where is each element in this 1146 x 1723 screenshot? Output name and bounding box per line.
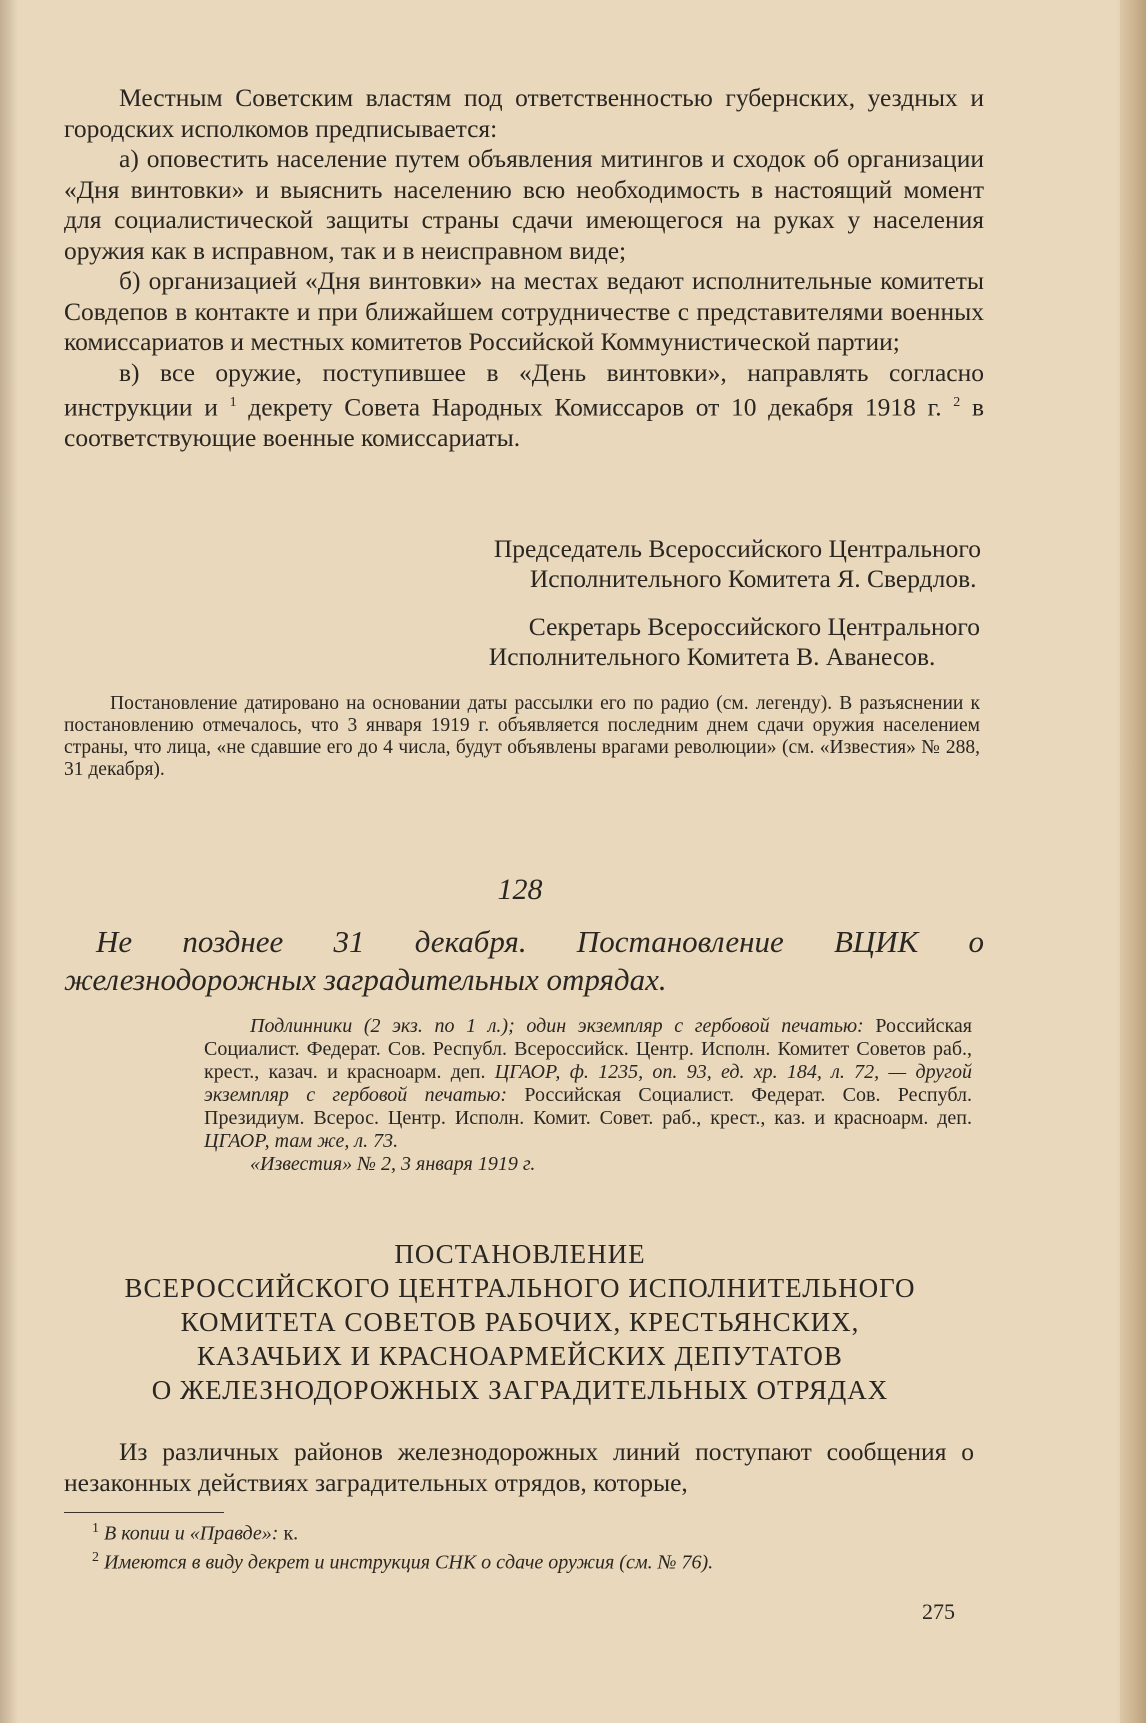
editorial-note: [64, 693, 980, 781]
sources-paragraph: [204, 1015, 972, 1153]
footnote-rule: [64, 1512, 224, 1513]
editorial-note-text: Постановление датировано на основании даты рассылки его по радио (см. легенду). В разъяснении к постановлению отмечалось, что 3 января 1919 г. объявляется последним днем сдачи оружия населением страны, что лица, «не сдавшие его до 4 числа, будут объявлены врагами революции» (см. «Известия» № 288, 31 декабря).: [64, 693, 980, 780]
secretary-signature: [489, 612, 980, 672]
footnote-marker-2: 2: [953, 395, 961, 410]
decree-body-start: Из различных районов железнодорожных линий поступают сообщения о незаконных действиях заградительных отрядов, которые,: [64, 1437, 974, 1497]
sources-archive-1: ЦГАОР, ф. 1235, оп. 93, ед. хр. 184, л. 72, — другой экземпляр с гербовой печатью:: [204, 1061, 972, 1106]
decree-item-a: а) оповестить население путем объявления митингов и сходок об организации «Дня винтовки» и выяснить населению всю необходимость в настоящий момент для социалистической защиты страны сдачи имеющегося на руках у населения оружия как в исправном, так и в неисправном виде;: [64, 144, 984, 265]
footnote-2-mark: 2: [92, 1549, 99, 1565]
decree-heading: [0, 1237, 1040, 1407]
footnote-1-text: В копии и «Правде»:: [104, 1522, 279, 1545]
sources-publication: «Известия» № 2, 3 января 1919 г.: [250, 1153, 536, 1175]
decree-body: [64, 1437, 974, 1498]
sources-seal-1: Российская Социалист. Федерат. Сов. Республ. Всероссийск. Центр. Исполн. Комитет Советов раб., крест., казач. и красноарм. деп.: [204, 1015, 972, 1083]
heading-line-5: О ЖЕЛЕЗНОДОРОЖНЫХ ЗАГРАДИТЕЛЬНЫХ ОТРЯДАХ: [151, 1375, 889, 1405]
sources-archive-2: ЦГАОР, там же, л. 73.: [204, 1130, 399, 1152]
decree-item-c-part1: в) все оружие, поступившее в «День винтовки», направлять согласно инструкции и: [64, 357, 984, 422]
footnote-1-value: к.: [278, 1522, 299, 1545]
chairman-signature: [494, 534, 981, 594]
secretary-line-2: Исполнительного Комитета В. Аванесов.: [488, 642, 936, 671]
decree-item-c-part3: в соответствующие военные комиссариаты.: [64, 392, 985, 452]
heading-line-4: КАЗАЧЬИХ И КРАСНОАРМЕЙСКИХ ДЕПУТАТОВ: [197, 1341, 843, 1371]
decree-text: [64, 83, 984, 454]
decree-item-b: б) организацией «Дня винтовки» на местах ведают исполнительные комитеты Совдепов в контакте и при ближайшем сотрудничестве с представителями военных комиссариатов и местных комитетов Российской Коммунистической партии;: [64, 266, 984, 356]
footnote-marker-1: 1: [229, 395, 237, 410]
page-number: 275: [922, 1599, 955, 1624]
chairman-line-1: Председатель Всероссийского Центрального: [493, 534, 981, 563]
book-spine-shadow: [1120, 0, 1146, 1723]
heading-line-3: КОМИТЕТА СОВЕТОВ РАБОЧИХ, КРЕСТЬЯНСКИХ,: [180, 1307, 860, 1337]
footnotes: [64, 1517, 984, 1574]
document-title-text: Не позднее 31 декабря. Постановление ВЦИК о железнодорожных заградительных отрядах.: [64, 924, 984, 997]
chairman-line-2: Исполнительного Комитета Я. Свердлов.: [529, 564, 977, 593]
heading-line-2: ВСЕРОССИЙСКОГО ЦЕНТРАЛЬНОГО ИСПОЛНИТЕЛЬНОГО: [124, 1273, 916, 1303]
decree-intro: Местным Советским властям под ответственностью губернских, уездных и городских исполкомов предписывается:: [64, 83, 984, 143]
sources-seal-2: Российская Социалист. Федерат. Сов. Республ. Президиум. Всерос. Центр. Исполн. Комит. Совет. раб., крест., каз. и красноарм. деп.: [204, 1084, 972, 1129]
heading-line-1: ПОСТАНОВЛЕНИЕ: [394, 1239, 646, 1269]
document-number: 128: [497, 873, 543, 906]
document-title: [64, 923, 984, 999]
archival-sources: [204, 1015, 972, 1176]
secretary-line-1: Секретарь Всероссийского Центрального: [528, 612, 980, 641]
footnote-2: [64, 1546, 984, 1575]
sources-originals: Подлинники (2 экз. по 1 л.); один экземпляр с гербовой печатью:: [250, 1015, 864, 1037]
decree-item-c: [64, 358, 984, 454]
footnote-2-text: Имеются в виду декрет и инструкция СНК о сдаче оружия (см. № 76).: [104, 1551, 714, 1574]
decree-item-c-part2: декрету Совета Народных Комиссаров от 10 декабря 1918 г.: [236, 392, 942, 422]
footnote-1: [64, 1517, 984, 1546]
footnote-1-mark: 1: [92, 1521, 99, 1536]
